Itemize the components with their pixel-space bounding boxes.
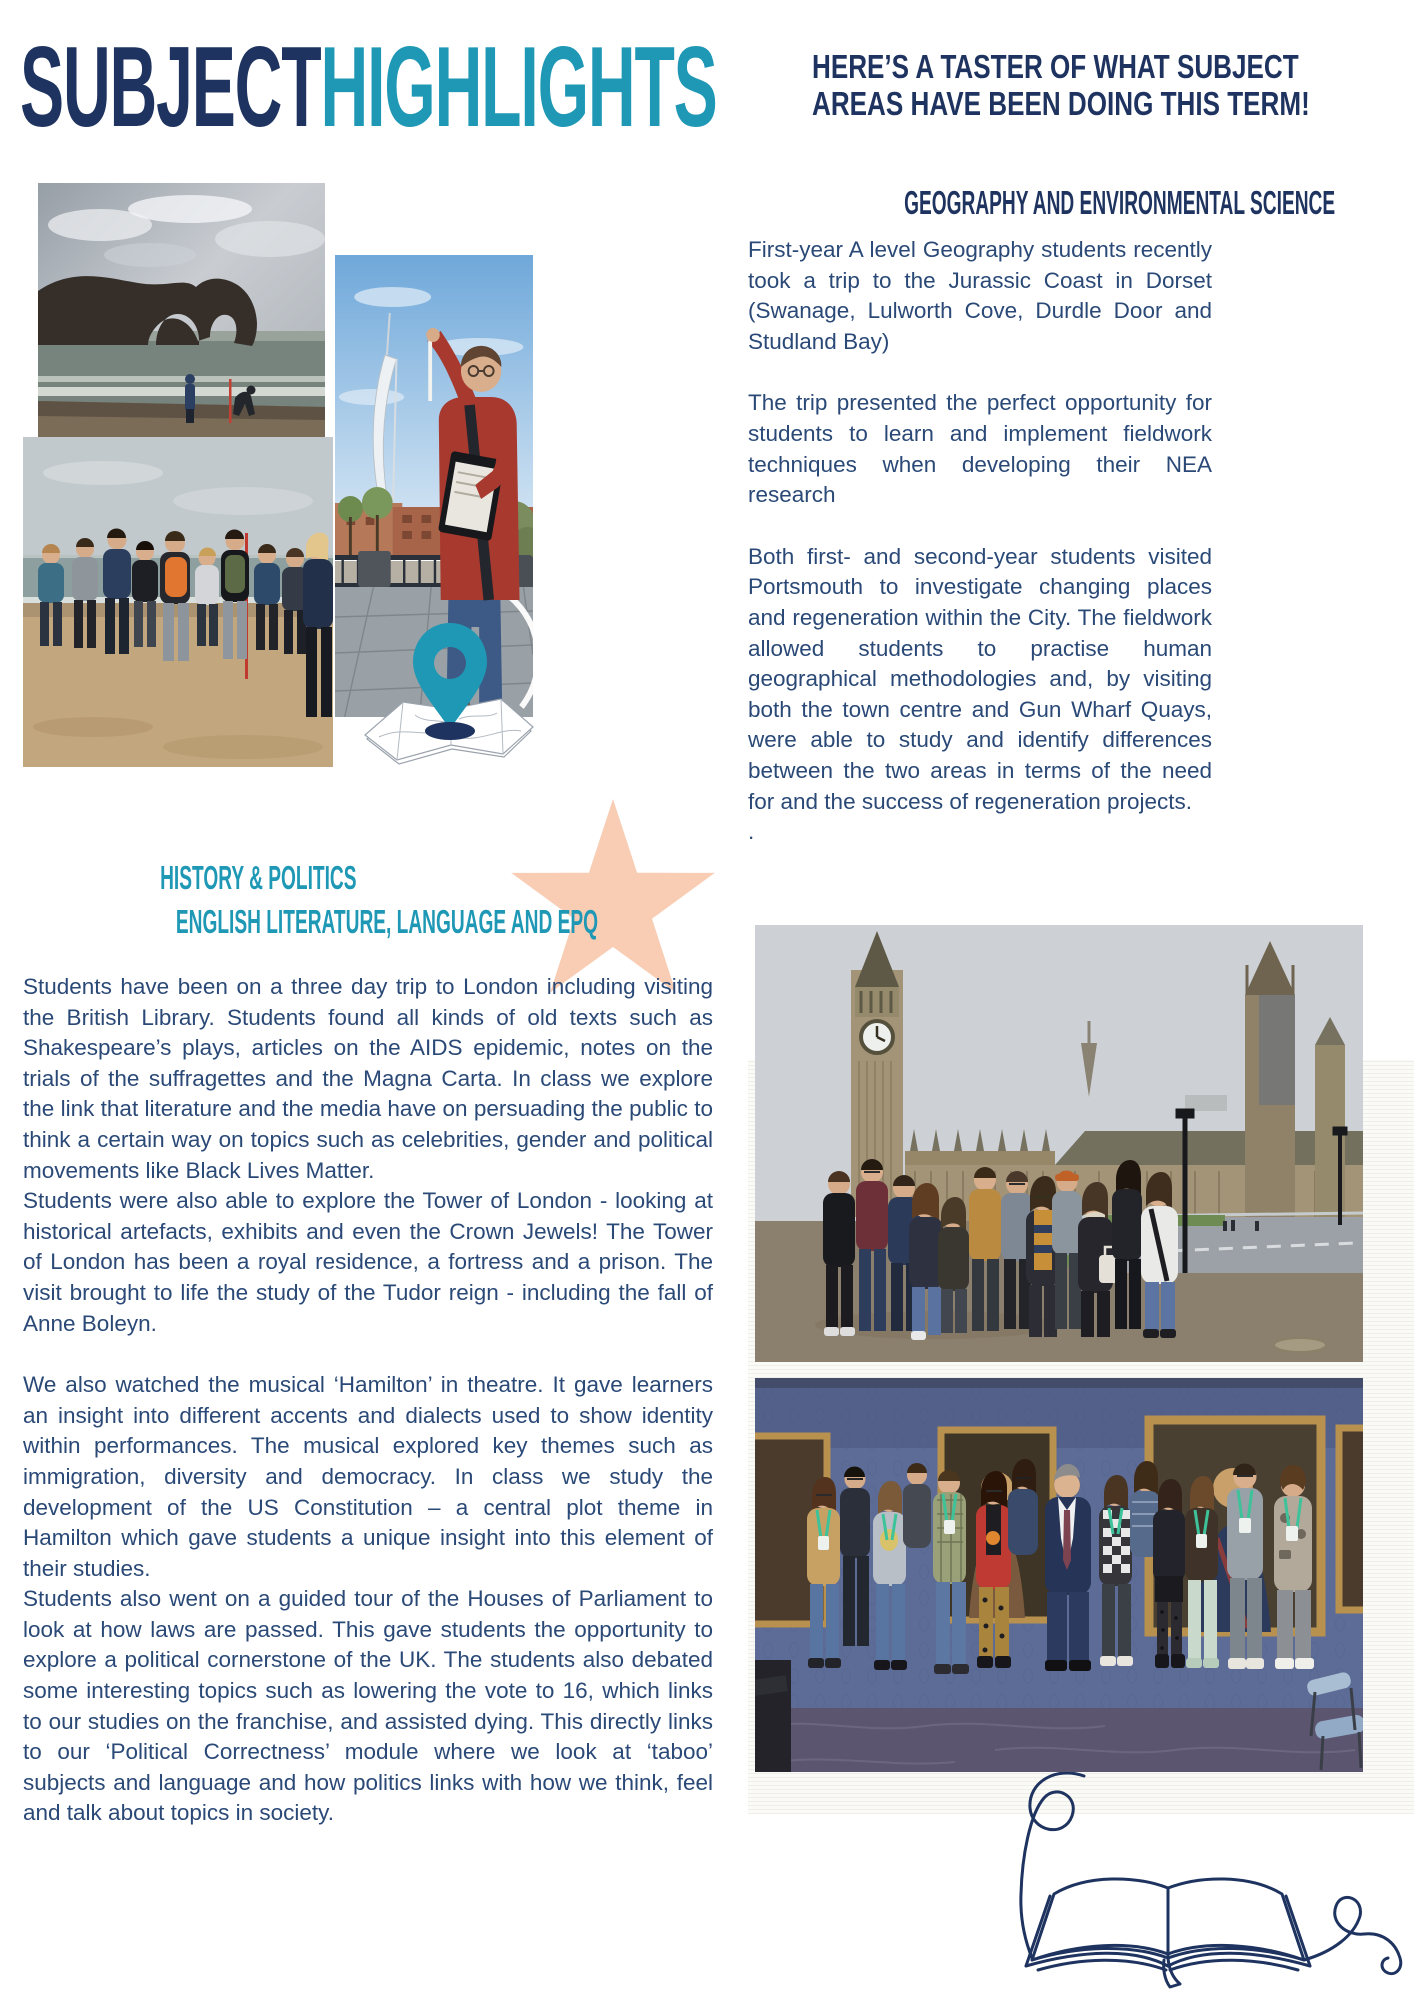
beach-group-illustration — [23, 437, 333, 767]
mp-visit-illustration — [755, 1378, 1363, 1772]
humanities-heading-line1-text: HISTORY & POLITICS — [159, 859, 357, 896]
humanities-paragraph-4: Students also went on a guided tour of the Houses of Parliament to look at how laws are passed. This gave students the opportunity to explore a political cornerstone of the UK. The students also debated some interesting topics such as lowering the vote to 16, which links to our studies on the franchise, and assisted dying. This directly links to our ‘Political Correctness’ module where we look at ‘taboo’ subjects and language and how politics links with how we think, feel and talk about topics in society. — [23, 1586, 713, 1826]
photo-parliament-indoor — [755, 1378, 1363, 1772]
page-subtitle-line2: AREAS HAVE BEEN DOING THIS TERM! — [812, 85, 1310, 122]
geography-paragraph-1: First-year A level Geography students recently took a trip to the Jurassic Coast in Dorset (Swanage, Lulworth Cove, Durdle Door and Studland Bay) — [748, 237, 1212, 354]
humanities-section — [23, 856, 713, 1829]
black-chair — [755, 1660, 791, 1772]
page-title-highlights: HIGHLIGHTS — [320, 24, 717, 151]
page-title — [20, 24, 717, 151]
geography-paragraph-3: Both first- and second-year students visited Portsmouth to investigate changing places and regeneration within the City. The fieldwork allowed students to practise human geographical methodologies and, by visiting both the town centre and Gun Wharf Quays, were able to study and identify differences between the two areas in terms of the need for and the success of regeneration projects. — [748, 543, 1212, 814]
humanities-heading-line1 — [23, 856, 493, 900]
geography-section — [748, 183, 1336, 848]
geography-heading — [748, 183, 1336, 223]
geography-heading-text: GEOGRAPHY AND ENVIRONMENTAL SCIENCE — [904, 184, 1336, 221]
students-and-mp-group — [807, 1459, 1314, 1674]
open-book-doodle-icon — [972, 1768, 1412, 1993]
humanities-paragraph-3: We also watched the musical ‘Hamilton’ in theatre. It gave learners an insight into different accents and dialects used to show identity within performances. The musical explored key themes such as immigration, diversity and democracy. In class we study the development of the US Constitution – a central plot theme in Hamilton which gave students a unique insight into this element of their studies. — [23, 1372, 713, 1581]
photo-durdle-door — [38, 183, 325, 460]
durdle-door-illustration — [38, 183, 325, 460]
humanities-heading-line2-text: ENGLISH LITERATURE, LANGUAGE AND EPQ — [175, 903, 599, 940]
page-subtitle-line1: HERE’S A TASTER OF WHAT SUBJECT — [812, 48, 1299, 85]
humanities-paragraph-2: Students were also able to explore the Tower of London - looking at historical artefacts, exhibits and even the Crown Jewels! The Tower of London has been a royal residence, a fortress and a prison. The visit brought to life the study of the Tudor reign - including the fall of Anne Boleyn. — [23, 1188, 713, 1336]
page-subtitle — [812, 48, 1310, 122]
photo-parliament-group — [755, 925, 1363, 1362]
parliament-illustration — [755, 925, 1363, 1362]
humanities-paragraph-1: Students have been on a three day trip to London including visiting the British Library. Students found all kinds of old texts such as Shakespeare’s plays, articles on the AIDS epidemic, notes on the trials of the suffragettes and the Magna Carta. In class we explore the link that literature and the media have on persuading the public to think a certain way on topics such as celebrities, gender and political movements like Black Lives Matter. — [23, 974, 713, 1183]
photo-beach-group — [23, 437, 333, 767]
humanities-heading-line2 — [23, 900, 599, 944]
page-title-subject: SUBJECT — [20, 24, 321, 151]
geography-paragraph-dot: . — [748, 819, 755, 845]
map-pin-icon — [355, 615, 540, 773]
geography-paragraph-2: The trip presented the perfect opportunity for students to learn and implement fieldwork techniques when developing their NEA research — [748, 390, 1212, 508]
